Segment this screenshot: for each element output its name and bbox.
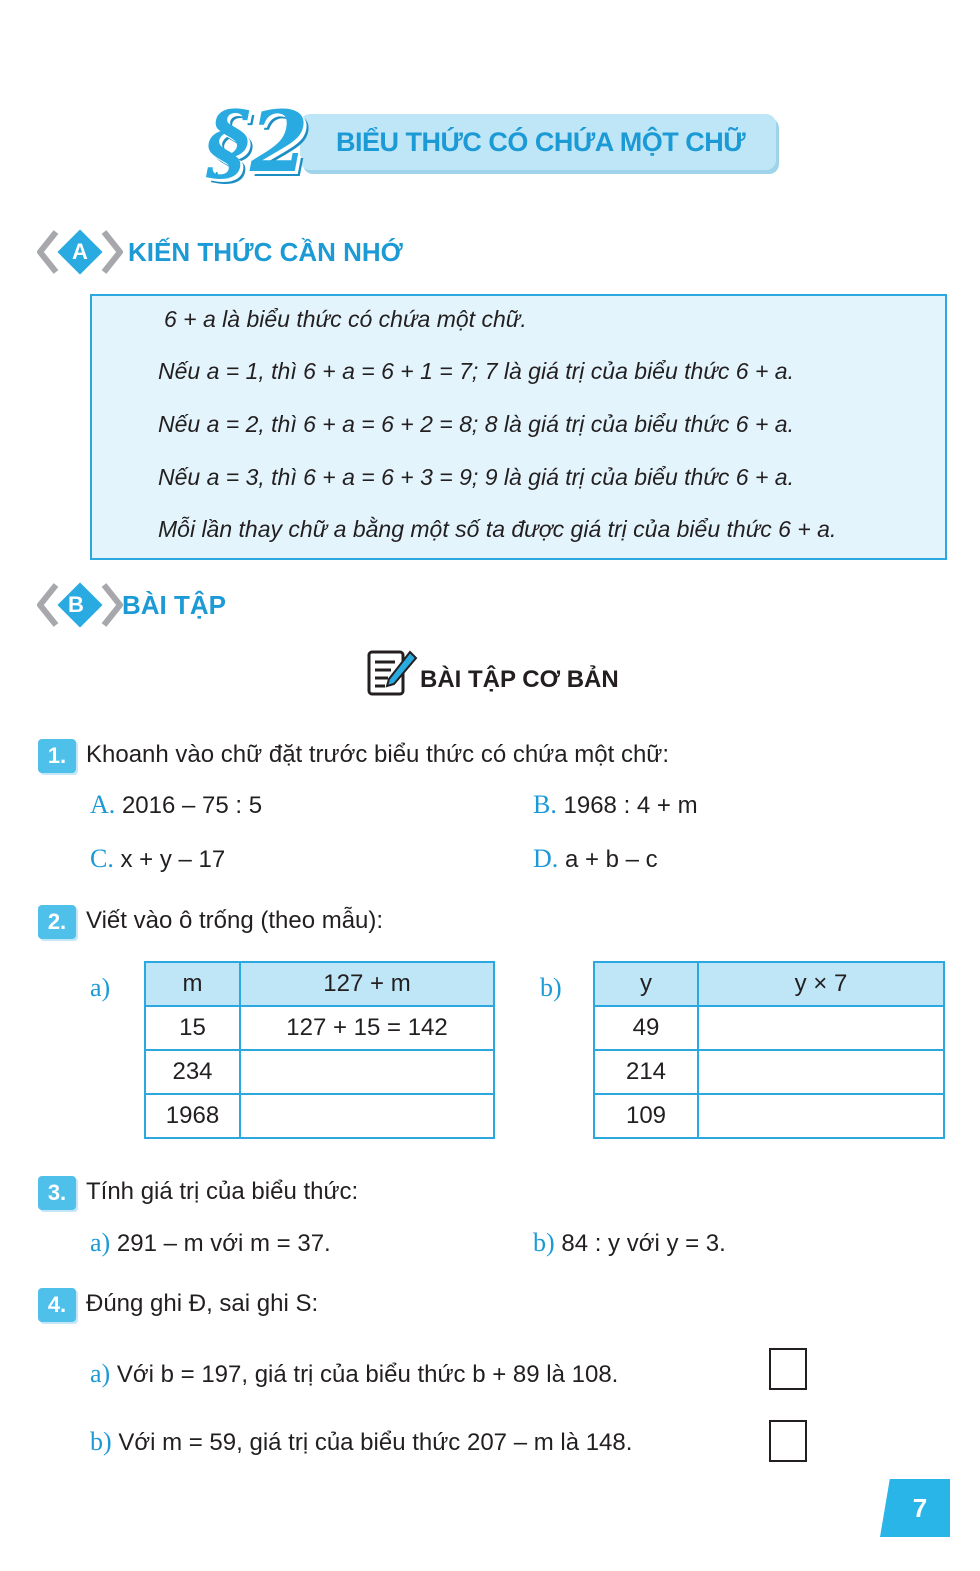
- section-b-title: BÀI TẬP: [122, 590, 226, 620]
- answer-cell[interactable]: [240, 1050, 494, 1094]
- part-label: b): [90, 1427, 112, 1456]
- table-cell: 15: [145, 1006, 240, 1050]
- part-label: a): [90, 1359, 111, 1388]
- option-text: 2016 – 75 : 5: [121, 792, 263, 819]
- page-title: BIỂU THỨC CÓ CHỨA MỘT CHỮ: [336, 127, 746, 157]
- option-d[interactable]: [533, 842, 658, 877]
- section-b-badge-letter: B: [68, 592, 84, 617]
- knowledge-line: Nếu a = 1, thì 6 + a = 6 + 1 = 7; 7 là giá trị của biểu thức 6 + a.: [158, 358, 794, 384]
- table-cell: 214: [594, 1050, 698, 1094]
- part-text: Với b = 197, giá trị của biểu thức b + 89 là 108.: [116, 1361, 619, 1388]
- part-a: [90, 1226, 331, 1261]
- section-a-badge-letter: A: [72, 239, 88, 264]
- section-number: §2: [206, 92, 309, 191]
- table-b: [593, 961, 945, 1139]
- statement-a: [90, 1357, 618, 1392]
- option-label: B.: [533, 790, 557, 819]
- section-a-title: KIẾN THỨC CẦN NHỚ: [128, 237, 403, 267]
- option-label: D.: [533, 844, 559, 873]
- option-label: A.: [90, 790, 116, 819]
- page-number: 7: [912, 1493, 928, 1523]
- question-text: Tính giá trị của biểu thức:: [86, 1178, 359, 1205]
- table-row: [145, 1094, 494, 1138]
- table-header: y: [594, 962, 698, 1006]
- answer-cell[interactable]: [240, 1094, 494, 1138]
- table-b-label: b): [540, 973, 562, 1002]
- table-a: [144, 961, 495, 1139]
- table-cell: 234: [145, 1050, 240, 1094]
- question-number: 4.: [38, 1288, 76, 1322]
- knowledge-line: Nếu a = 3, thì 6 + a = 6 + 3 = 9; 9 là giá trị của biểu thức 6 + a.: [158, 464, 794, 490]
- part-label: a): [90, 1228, 111, 1257]
- table-row: [594, 1094, 944, 1138]
- knowledge-line: Mỗi lần thay chữ a bằng một số ta được giá trị của biểu thức 6 + a.: [158, 516, 837, 542]
- part-text: Với m = 59, giá trị của biểu thức 207 – m là 148.: [118, 1429, 633, 1456]
- answer-box-a[interactable]: [769, 1348, 807, 1390]
- table-cell: 49: [594, 1006, 698, 1050]
- table-header: m: [145, 962, 240, 1006]
- question-text: Viết vào ô trống (theo mẫu):: [86, 907, 384, 934]
- question-text: Khoanh vào chữ đặt trước biểu thức có chứa một chữ:: [86, 741, 670, 768]
- answer-cell[interactable]: [698, 1006, 944, 1050]
- table-row: [145, 1050, 494, 1094]
- option-c[interactable]: [90, 842, 225, 877]
- answer-cell[interactable]: [698, 1094, 944, 1138]
- option-b[interactable]: [533, 788, 698, 823]
- notepad-pencil-icon: [364, 648, 420, 698]
- option-a[interactable]: [90, 788, 262, 823]
- table-row: [145, 1006, 494, 1050]
- question-number: 3.: [38, 1176, 76, 1210]
- table-header: y × 7: [698, 962, 944, 1006]
- knowledge-line: Nếu a = 2, thì 6 + a = 6 + 2 = 8; 8 là giá trị của biểu thức 6 + a.: [158, 411, 794, 437]
- part-b: [533, 1226, 726, 1261]
- table-row: [594, 1006, 944, 1050]
- table-cell: 127 + 15 = 142: [240, 1006, 494, 1050]
- knowledge-line: 6 + a là biểu thức có chứa một chữ.: [164, 306, 527, 332]
- table-row: [594, 1050, 944, 1094]
- option-text: x + y – 17: [120, 846, 226, 873]
- answer-cell[interactable]: [698, 1050, 944, 1094]
- question-text: Đúng ghi Đ, sai ghi S:: [86, 1290, 319, 1317]
- table-header: 127 + m: [240, 962, 494, 1006]
- option-label: C.: [90, 844, 114, 873]
- option-text: 1968 : 4 + m: [563, 792, 698, 819]
- option-text: a + b – c: [564, 846, 658, 873]
- part-text: 84 : y với y = 3.: [561, 1230, 726, 1257]
- statement-b: [90, 1425, 632, 1460]
- table-a-label: a): [90, 973, 111, 1002]
- question-number: 1.: [38, 739, 76, 773]
- question-number: 2.: [38, 905, 76, 939]
- table-cell: 1968: [145, 1094, 240, 1138]
- table-cell: 109: [594, 1094, 698, 1138]
- part-text: 291 – m với m = 37.: [116, 1230, 331, 1257]
- answer-box-b[interactable]: [769, 1420, 807, 1462]
- part-label: b): [533, 1228, 555, 1257]
- subsection-title: BÀI TẬP CƠ BẢN: [420, 666, 619, 693]
